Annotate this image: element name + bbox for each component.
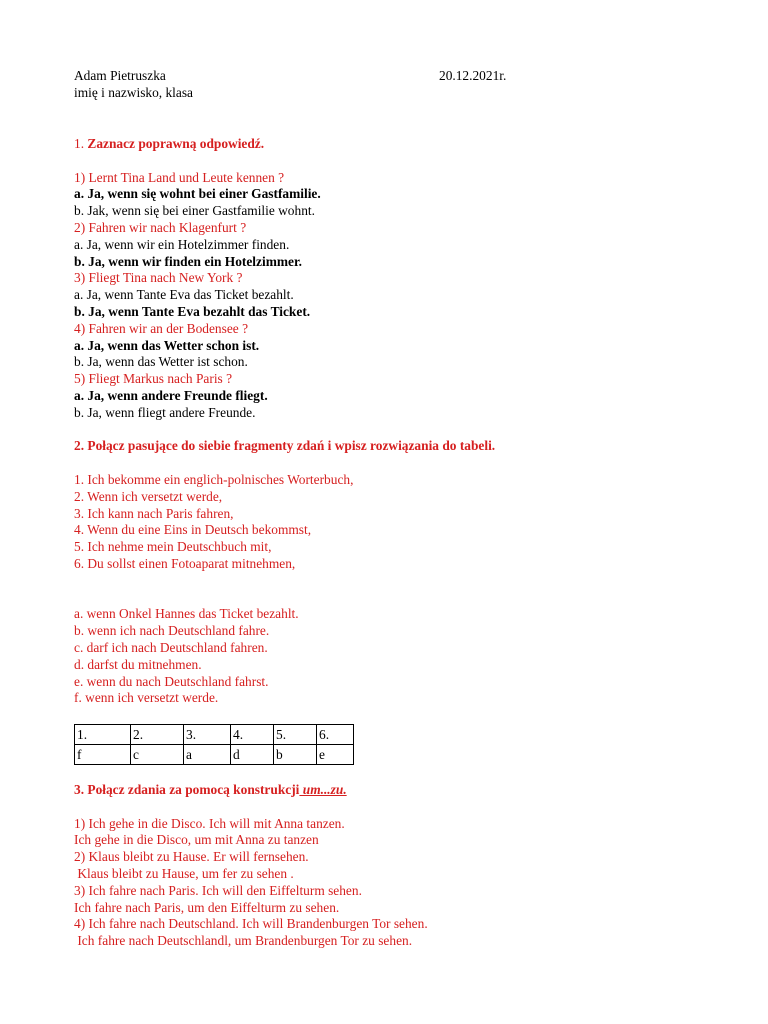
table-row <box>75 745 354 765</box>
question-5: 5) Fliegt Markus nach Paris ? <box>74 371 233 387</box>
right-item: a. wenn Onkel Hannes das Ticket bezahlt. <box>74 606 299 622</box>
left-item: 1. Ich bekomme ein englich-polnisches Worterbuch, <box>74 471 354 487</box>
table-header-cell: 4. <box>231 725 274 745</box>
left-item: 3. Ich kann nach Paris fahren, <box>74 505 234 521</box>
question-3: 3) Fliegt Tina nach New York ? <box>74 270 243 286</box>
answer-4b: b. Ja, wenn das Wetter ist schon. <box>74 354 248 370</box>
section1-title-text: Zaznacz poprawną odpowiedź. <box>87 136 265 151</box>
answers-table <box>74 724 354 765</box>
table-answer-cell: d <box>231 745 274 765</box>
table-header-cell: 2. <box>131 725 184 745</box>
left-item: 2. Wenn ich versetzt werde, <box>74 488 223 504</box>
right-item: d. darfst du mitnehmen. <box>74 656 202 672</box>
section3-lines <box>74 816 754 950</box>
exercise-line: 2) Klaus bleibt zu Hause. Er will fernsehen. <box>74 849 309 865</box>
left-item: 6. Du sollst einen Fotoaparat mitnehmen, <box>74 555 296 571</box>
section3-title-text: 3. Połącz zdania za pomocą konstrukcji <box>74 782 300 798</box>
exercise-line: Ich fahre nach Deutschlandl, um Brandenburgen Tor zu sehen. <box>74 933 413 949</box>
question-4: 4) Fahren wir an der Bodensee ? <box>74 320 249 336</box>
answer-5a: a. Ja, wenn andere Freunde fliegt. <box>74 387 268 403</box>
section3-title <box>74 782 754 799</box>
answer-2a: a. Ja, wenn wir ein Hotelzimmer finden. <box>74 236 290 252</box>
exercise-line: 1) Ich gehe in die Disco. Ich will mit Anna tanzen. <box>74 815 345 831</box>
right-item: f. wenn ich versetzt werde. <box>74 690 219 706</box>
section2-right-list <box>74 606 754 707</box>
table-answer-cell: a <box>184 745 231 765</box>
student-name: Adam Pietruszka <box>74 68 166 83</box>
name-caption: imię i nazwisko, klasa <box>74 84 193 100</box>
answer-3b: b. Ja, wenn Tante Eva bezahlt das Ticket. <box>74 303 311 319</box>
right-item: e. wenn du nach Deutschland fahrst. <box>74 673 269 689</box>
question-1: 1) Lernt Tina Land und Leute kennen ? <box>74 169 285 185</box>
exercise-line: Ich fahre nach Paris, um den Eiffelturm zu sehen. <box>74 899 340 915</box>
section2-title: 2. Połącz pasujące do siebie fragmenty zdań i wpisz rozwiązania do tabeli. <box>74 438 496 454</box>
table-header-cell: 6. <box>317 725 354 745</box>
exercise-line: 3) Ich fahre nach Paris. Ich will den Eiffelturm sehen. <box>74 882 362 898</box>
header <box>74 68 674 102</box>
left-item: 5. Ich nehme mein Deutschbuch mit, <box>74 539 272 555</box>
exercise-line: Klaus bleibt zu Hause, um fer zu sehen . <box>74 866 294 882</box>
table-header-cell: 1. <box>75 725 131 745</box>
answer-1b: b. Jak, wenn się bei einer Gastfamilie wohnt. <box>74 203 315 219</box>
content <box>74 136 754 950</box>
table-answer-cell: c <box>131 745 184 765</box>
right-item: c. darf ich nach Deutschland fahren. <box>74 639 268 655</box>
table-row <box>75 725 354 745</box>
table-answer-cell: e <box>317 745 354 765</box>
section3-construct: um...zu. <box>299 782 347 798</box>
section1-number: 1. <box>74 136 85 151</box>
question-2: 2) Fahren wir nach Klagenfurt ? <box>74 219 247 235</box>
table-header-cell: 5. <box>274 725 317 745</box>
answer-3a: a. Ja, wenn Tante Eva das Ticket bezahlt. <box>74 287 294 303</box>
table-header-cell: 3. <box>184 725 231 745</box>
section1-title <box>74 136 754 153</box>
section1-questions <box>74 170 754 422</box>
answer-2b: b. Ja, wenn wir finden ein Hotelzimmer. <box>74 253 303 269</box>
table-answer-cell: b <box>274 745 317 765</box>
table-answer-cell: f <box>75 745 131 765</box>
section2-left-list <box>74 472 754 573</box>
exercise-line: 4) Ich fahre nach Deutschland. Ich will Brandenburgen Tor sehen. <box>74 916 428 932</box>
left-item: 4. Wenn du eine Eins in Deutsch bekommst, <box>74 522 312 538</box>
answer-5b: b. Ja, wenn fliegt andere Freunde. <box>74 404 256 420</box>
date: 20.12.2021r. <box>439 68 507 83</box>
answer-1a: a. Ja, wenn się wohnt bei einer Gastfamilie. <box>74 186 321 202</box>
answer-4a: a. Ja, wenn das Wetter schon ist. <box>74 337 260 353</box>
exercise-line: Ich gehe in die Disco, um mit Anna zu tanzen <box>74 832 319 848</box>
right-item: b. wenn ich nach Deutschland fahre. <box>74 623 270 639</box>
